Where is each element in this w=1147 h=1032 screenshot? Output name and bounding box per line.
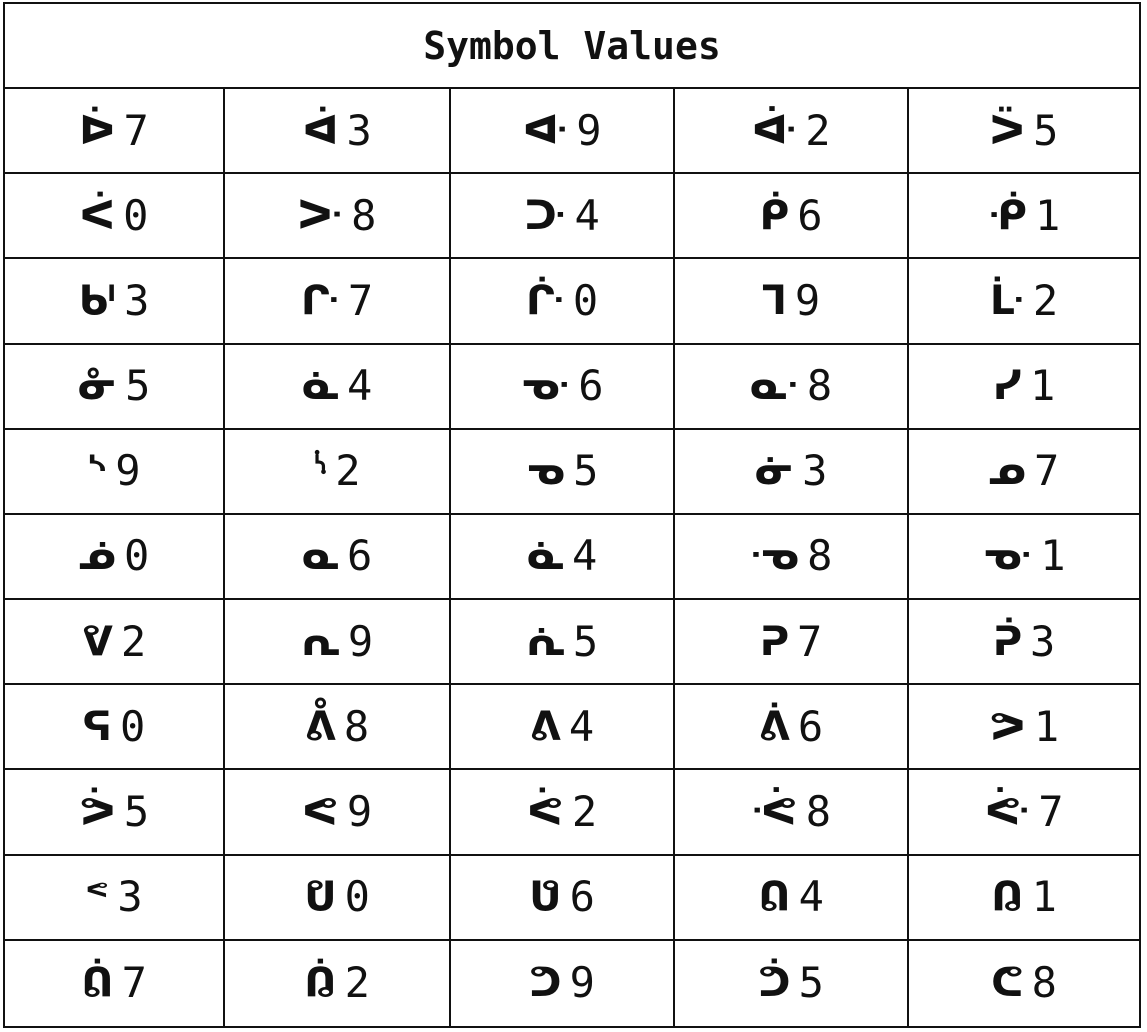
symbol-value: 6 bbox=[346, 531, 373, 581]
symbol-glyph: ᒣ bbox=[761, 277, 787, 324]
table-cell bbox=[909, 89, 1139, 174]
table-cell bbox=[5, 600, 225, 685]
symbol-value: 5 bbox=[798, 958, 824, 1008]
symbol-glyph: ᒗ bbox=[525, 277, 565, 324]
symbol-value: 9 bbox=[115, 446, 141, 496]
symbol-glyph: ᕝ bbox=[85, 874, 110, 921]
symbol-glyph: ᐆ bbox=[79, 107, 116, 154]
symbol-value: 6 bbox=[797, 701, 824, 751]
table-cell bbox=[225, 856, 451, 941]
symbol-glyph: ᓊ bbox=[520, 363, 571, 410]
table-cell bbox=[909, 941, 1139, 1026]
symbol-glyph: ᑮ bbox=[759, 192, 790, 239]
table-cell bbox=[5, 430, 225, 515]
table-cell bbox=[675, 259, 909, 344]
symbol-value: 8 bbox=[807, 531, 833, 581]
symbol-glyph: ᕙ bbox=[301, 789, 339, 836]
symbol-glyph: ᕇ bbox=[525, 618, 565, 665]
table-cell bbox=[675, 430, 909, 515]
symbol-glyph: ᕣ bbox=[304, 960, 337, 1007]
symbol-grid bbox=[5, 89, 1139, 1026]
table-cell bbox=[675, 89, 909, 174]
table-cell bbox=[675, 174, 909, 259]
symbol-value: 7 bbox=[797, 616, 823, 666]
symbol-value: 0 bbox=[344, 872, 370, 922]
symbol-glyph: ᓉ bbox=[749, 533, 800, 580]
symbol-value: 1 bbox=[1031, 872, 1057, 922]
symbol-value: 3 bbox=[117, 872, 143, 922]
symbol-glyph: ᐚ bbox=[751, 107, 798, 154]
symbol-value: 3 bbox=[1030, 616, 1056, 666]
table-cell bbox=[225, 770, 451, 855]
symbol-glyph: ᒕ bbox=[300, 277, 340, 324]
symbol-glyph: ᓈ bbox=[526, 533, 564, 580]
symbol-value: 6 bbox=[578, 361, 604, 411]
symbol-glyph: ᒈ bbox=[78, 277, 117, 324]
table-cell bbox=[451, 174, 675, 259]
table-cell bbox=[5, 856, 225, 941]
symbol-value: 4 bbox=[798, 872, 824, 922]
symbol-glyph: ᕆ bbox=[300, 618, 340, 665]
table-cell bbox=[675, 345, 909, 430]
symbol-value: 0 bbox=[123, 190, 149, 240]
table-cell bbox=[675, 600, 909, 685]
symbol-glyph: ᕛ bbox=[750, 789, 798, 836]
symbol-value: 9 bbox=[346, 787, 373, 837]
symbol-value: 8 bbox=[806, 361, 833, 411]
table-cell bbox=[909, 174, 1139, 259]
table-cell bbox=[5, 685, 225, 770]
symbol-value: 2 bbox=[571, 787, 598, 837]
table-cell bbox=[225, 174, 451, 259]
symbol-value: 2 bbox=[335, 446, 361, 496]
symbol-glyph: ᑞ bbox=[524, 192, 567, 239]
table-cell bbox=[451, 941, 675, 1026]
symbol-glyph: ᕜ bbox=[984, 789, 1031, 836]
symbol-value: 8 bbox=[805, 787, 832, 837]
table-cell bbox=[909, 685, 1139, 770]
symbol-value: 4 bbox=[571, 531, 598, 581]
symbol-value: 8 bbox=[1031, 958, 1057, 1008]
symbol-glyph: ᕤ bbox=[529, 960, 562, 1007]
symbol-glyph: ᕔ bbox=[304, 703, 336, 750]
symbol-value: 7 bbox=[1033, 446, 1060, 496]
table-cell bbox=[225, 515, 451, 600]
table-cell bbox=[225, 430, 451, 515]
table-cell bbox=[5, 89, 225, 174]
table-cell bbox=[909, 515, 1139, 600]
symbol-value: 2 bbox=[1032, 275, 1059, 325]
table-cell bbox=[451, 89, 675, 174]
symbol-value: 2 bbox=[805, 105, 831, 155]
symbol-value: 9 bbox=[576, 105, 602, 155]
table-cell bbox=[451, 685, 675, 770]
symbol-value: 7 bbox=[123, 105, 149, 155]
table-cell bbox=[675, 685, 909, 770]
table-cell bbox=[225, 345, 451, 430]
symbol-value: 6 bbox=[797, 190, 823, 240]
symbol-value: 5 bbox=[125, 361, 151, 411]
table-cell bbox=[909, 770, 1139, 855]
table-cell bbox=[675, 941, 909, 1026]
symbol-value: 3 bbox=[124, 275, 150, 325]
symbol-glyph: ᕦ bbox=[991, 960, 1024, 1007]
table-cell bbox=[451, 856, 675, 941]
table-cell bbox=[451, 600, 675, 685]
symbol-glyph: ᕚ bbox=[526, 789, 564, 836]
table-cell bbox=[225, 600, 451, 685]
symbol-glyph: ᓃ bbox=[754, 448, 795, 495]
table-cell bbox=[675, 515, 909, 600]
symbol-glyph: ᕢ bbox=[81, 960, 114, 1007]
table-cell bbox=[909, 345, 1139, 430]
table-cell bbox=[5, 941, 225, 1026]
symbol-glyph: ᓯ bbox=[992, 363, 1022, 410]
symbol-glyph: ᕖ bbox=[758, 703, 790, 750]
table-cell bbox=[451, 345, 675, 430]
symbol-value: 6 bbox=[569, 872, 595, 922]
symbol-glyph: ᓀ bbox=[525, 448, 566, 495]
symbol-glyph: ᕓ bbox=[81, 618, 113, 665]
table-cell bbox=[225, 89, 451, 174]
symbol-glyph: ᕞ bbox=[304, 874, 337, 921]
symbol-value: 8 bbox=[343, 701, 370, 751]
symbol-glyph: ᓈ bbox=[301, 363, 339, 410]
table-cell bbox=[451, 259, 675, 344]
symbol-value: 3 bbox=[346, 105, 372, 155]
symbol-value: 1 bbox=[1040, 531, 1066, 581]
symbol-glyph: ᕋ bbox=[82, 703, 113, 750]
table-title: Symbol Values bbox=[5, 4, 1139, 89]
symbol-glyph: ᐵ bbox=[989, 107, 1026, 154]
symbol-glyph: ᓇ bbox=[301, 533, 339, 580]
symbol-value: 2 bbox=[120, 616, 147, 666]
table-cell bbox=[5, 174, 225, 259]
symbol-value: 5 bbox=[123, 787, 150, 837]
symbol-glyph: ᓁ bbox=[77, 363, 118, 410]
table-cell bbox=[675, 856, 909, 941]
symbol-glyph: ᕡ bbox=[991, 874, 1024, 921]
symbol-glyph: ᓊ bbox=[982, 533, 1033, 580]
symbol-value: 0 bbox=[120, 701, 146, 751]
symbol-value: 5 bbox=[572, 616, 599, 666]
symbol-glyph: ᐹ bbox=[79, 192, 116, 239]
symbol-value: 1 bbox=[1034, 190, 1061, 240]
symbol-value: 5 bbox=[573, 446, 599, 496]
symbol-value: 5 bbox=[1033, 105, 1059, 155]
symbol-glyph: ᕉ bbox=[992, 618, 1023, 665]
symbol-table bbox=[3, 2, 1141, 1028]
symbol-glyph: ᕟ bbox=[529, 874, 562, 921]
table-cell bbox=[5, 515, 225, 600]
symbol-value: 0 bbox=[572, 275, 599, 325]
symbol-glyph: ᓄ bbox=[988, 448, 1026, 495]
symbol-value: 9 bbox=[569, 958, 595, 1008]
table-cell bbox=[909, 430, 1139, 515]
symbol-value: 4 bbox=[346, 361, 373, 411]
symbol-glyph: ᕠ bbox=[758, 874, 791, 921]
symbol-value: 8 bbox=[351, 190, 377, 240]
symbol-value: 4 bbox=[568, 701, 595, 751]
symbol-glyph: ᐋ bbox=[302, 107, 339, 154]
symbol-glyph: ᒹ bbox=[989, 277, 1025, 324]
table-cell bbox=[909, 600, 1139, 685]
symbol-value: 7 bbox=[121, 958, 147, 1008]
table-cell bbox=[5, 259, 225, 344]
table-cell bbox=[909, 856, 1139, 941]
symbol-value: 2 bbox=[344, 958, 370, 1008]
symbol-glyph: ᔋ bbox=[313, 448, 328, 495]
symbol-glyph: ᕈ bbox=[759, 618, 790, 665]
symbol-glyph: ᑁ bbox=[297, 192, 344, 239]
table-cell bbox=[225, 941, 451, 1026]
symbol-glyph: ᓌ bbox=[749, 363, 799, 410]
symbol-glyph: ᕥ bbox=[758, 960, 791, 1007]
table-cell bbox=[225, 685, 451, 770]
table-cell bbox=[451, 430, 675, 515]
table-cell bbox=[451, 515, 675, 600]
symbol-value: 0 bbox=[123, 531, 150, 581]
symbol-value: 7 bbox=[347, 275, 374, 325]
symbol-glyph: ᐘ bbox=[522, 107, 569, 154]
symbol-glyph: ᕘ bbox=[78, 789, 116, 836]
symbol-value: 1 bbox=[1033, 701, 1060, 751]
symbol-glyph: ᓅ bbox=[78, 533, 116, 580]
symbol-glyph: ᕗ bbox=[988, 703, 1026, 750]
table-cell bbox=[5, 770, 225, 855]
table-cell bbox=[909, 259, 1139, 344]
symbol-value: 4 bbox=[574, 190, 600, 240]
table-cell bbox=[225, 259, 451, 344]
symbol-value: 1 bbox=[1029, 361, 1056, 411]
symbol-glyph: ᔅ bbox=[87, 448, 108, 495]
symbol-value: 9 bbox=[794, 275, 821, 325]
table-cell bbox=[675, 770, 909, 855]
table-cell bbox=[5, 345, 225, 430]
symbol-value: 3 bbox=[802, 446, 828, 496]
symbol-value: 9 bbox=[347, 616, 374, 666]
symbol-glyph: ᑸ bbox=[987, 192, 1027, 239]
symbol-glyph: ᕕ bbox=[529, 703, 561, 750]
symbol-value: 7 bbox=[1038, 787, 1064, 837]
table-cell bbox=[451, 770, 675, 855]
